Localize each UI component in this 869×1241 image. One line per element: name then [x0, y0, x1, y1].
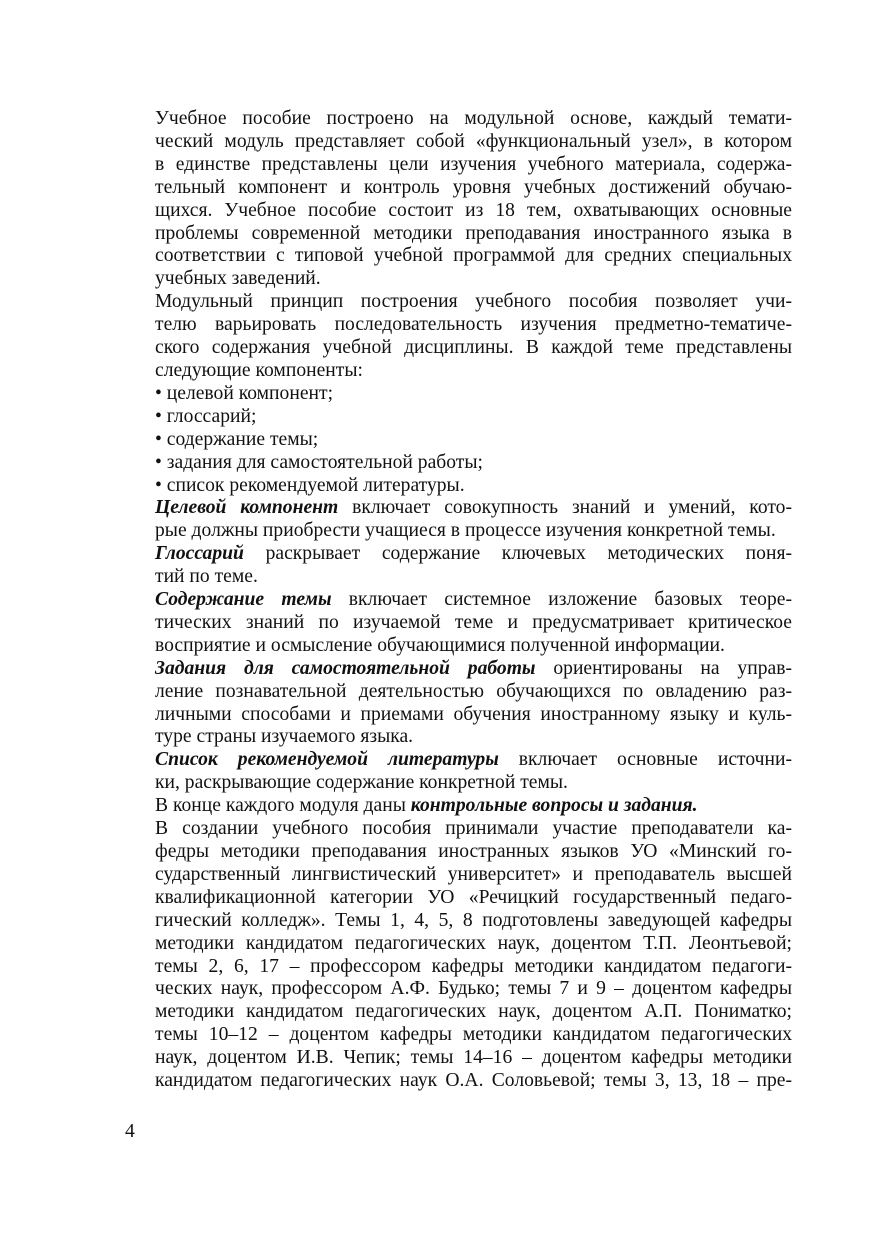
text-line: темы 2, 6, 17 – профессором кафедры методики кандидатом педагоги- — [155, 955, 792, 977]
text-line: Модульный принцип построения учебного пособия позволяет учи- — [155, 291, 792, 313]
paragraph-glossary — [125, 543, 792, 589]
text-line: методики кандидатом педагогических наук, доцентом А.П. Пониматко; — [155, 1001, 792, 1023]
term-control-questions: контрольные вопросы и задания. — [410, 795, 698, 817]
list-item: • целевой компонент; — [155, 382, 334, 404]
text-line: В создании учебного пособия принимали участие преподаватели ка- — [155, 818, 792, 840]
text-line — [125, 497, 792, 520]
text-line: тий по теме. — [155, 566, 258, 588]
text-line: рые должны приобрести учащиеся в процессе изучения конкретной темы. — [155, 520, 776, 542]
body-text — [125, 108, 792, 1093]
text-line — [125, 543, 792, 566]
paragraph-modular-basis — [125, 108, 792, 291]
text-line: соответствии с типовой учебной программой для средних специальных — [155, 245, 792, 267]
text-run: включает системное изложение базовых теоре- — [331, 589, 792, 611]
text-line: ческих наук, профессором А.Ф. Будько; темы 7 и 9 – доцентом кафедры — [155, 978, 792, 1000]
paragraph-control-questions — [125, 795, 792, 818]
page-number: 4 — [125, 1121, 135, 1142]
list-item: • содержание темы; — [155, 428, 319, 450]
paragraph-self-study-tasks — [125, 658, 792, 750]
list-item: • задания для самостоятельной работы; — [155, 451, 483, 473]
text-line — [125, 795, 792, 818]
text-line: ческий модуль представляет собой «функциональный узел», в котором — [155, 130, 792, 152]
text-run: включает основные источни- — [498, 749, 792, 771]
text-line: учебных заведений. — [155, 268, 321, 290]
paragraph-modular-principle — [125, 291, 792, 383]
text-line — [125, 749, 792, 772]
text-line: в единстве представлены цели изучения учебного материала, содержа- — [155, 153, 792, 175]
text-line: щихся. Учебное пособие состоит из 18 тем, охватывающих основные — [155, 199, 792, 221]
paragraph-target-component — [125, 497, 792, 543]
text-line: личными способами и приемами обучения иностранному языку и куль- — [155, 703, 792, 725]
text-line: федры методики преподавания иностранных языков УО «Минский го- — [155, 841, 792, 862]
term-recommended-literature: Список рекомендуемой литературы — [155, 749, 499, 771]
text-line: следующие компоненты: — [155, 359, 363, 381]
list-item: • список рекомендуемой литературы. — [155, 474, 465, 496]
text-line: Учебное пособие построено на модульной основе, каждый темати- — [155, 108, 792, 129]
term-glossary: Глоссарий — [155, 543, 244, 565]
text-line: ление познавательной деятельностью обучающихся по овладению раз- — [155, 680, 792, 702]
text-line — [125, 658, 792, 681]
paragraph-recommended-literature — [125, 749, 792, 795]
text-line: восприятие и осмысление обучающимися полученной информации. — [155, 634, 725, 656]
text-line: тельный компонент и контроль уровня учебных достижений обучаю- — [155, 176, 792, 198]
text-line: темы 10–12 – доцентом кафедры методики кандидатом педагогических — [155, 1024, 792, 1046]
term-topic-content: Содержание темы — [155, 589, 332, 611]
text-line: гический колледж». Темы 1, 4, 5, 8 подготовлены заведующей кафедры — [155, 909, 792, 931]
text-line: квалификационной категории УО «Речицкий государственный педаго- — [155, 886, 792, 908]
text-line: методики кандидатом педагогических наук, доцентом Т.П. Леонтьевой; — [155, 932, 792, 954]
text-line: телю варьировать последовательность изучения предметно-тематиче- — [155, 314, 792, 336]
text-line: проблемы современной методики преподавания иностранного языка в — [155, 222, 792, 244]
components-list — [125, 383, 792, 498]
text-line: ского содержания учебной дисциплины. В каждой теме представлены — [155, 337, 792, 359]
text-run: В конце каждого модуля даны — [155, 795, 411, 817]
text-line — [125, 589, 792, 612]
text-run: включает совокупность знаний и умений, кото- — [338, 497, 792, 519]
paragraph-topic-content — [125, 589, 792, 658]
text-line: наук, доцентом И.В. Чепик; темы 14–16 – доцентом кафедры методики — [155, 1047, 792, 1069]
text-run: раскрывает содержание ключевых методических поня- — [243, 543, 792, 565]
text-line: туре страны изучаемого языка. — [155, 726, 414, 748]
term-self-study-tasks: Задания для самостоятельной работы — [155, 657, 536, 679]
list-item: • глоссарий; — [155, 405, 257, 427]
text-run: ориентированы на управ- — [535, 657, 792, 679]
text-line: ки, раскрывающие содержание конкретной темы. — [155, 772, 568, 794]
paragraph-authors — [125, 818, 792, 1093]
text-line: тических знаний по изучаемой теме и предусматривает критическое — [155, 611, 792, 633]
term-target-component: Целевой компонент — [155, 497, 339, 519]
text-line: сударственный лингвистический университет» и преподаватель высшей — [155, 863, 792, 885]
text-line: кандидатом педагогических наук О.А. Соловьевой; темы 3, 13, 18 – пре- — [155, 1070, 792, 1092]
